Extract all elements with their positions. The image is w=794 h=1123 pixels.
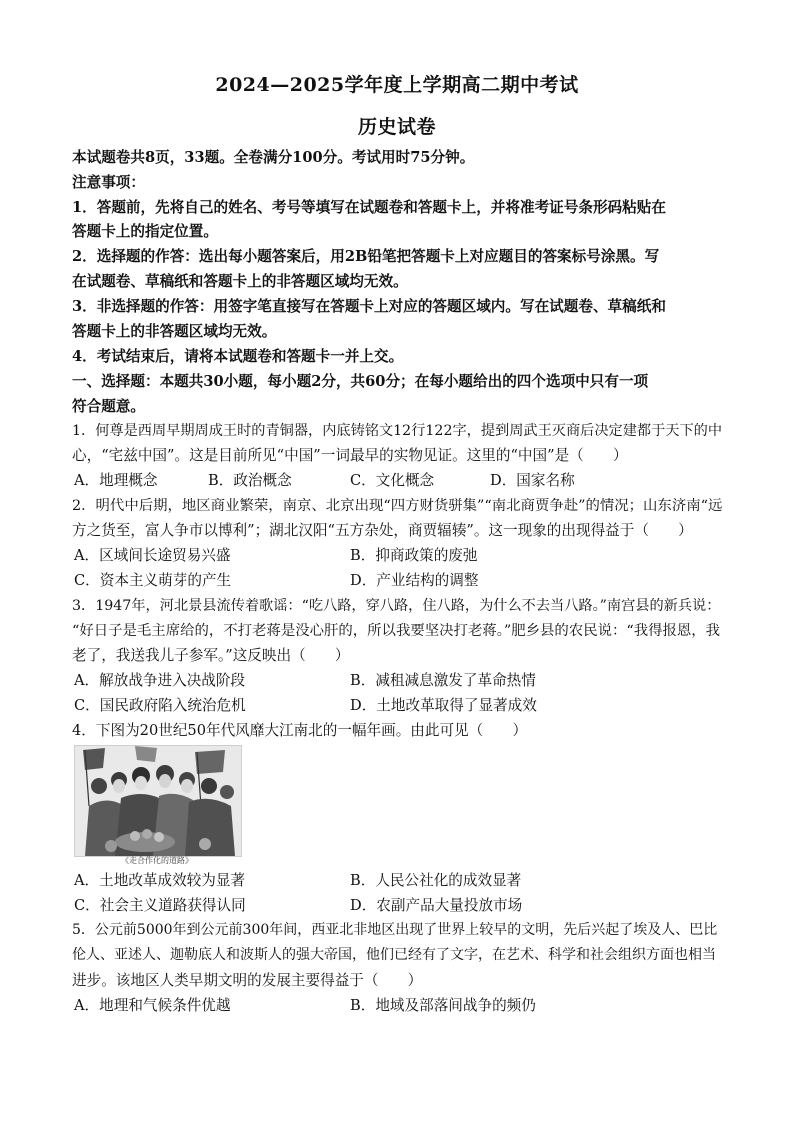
question-4-option-a: A．土地改革成效较为显著 [74, 872, 246, 889]
painting-illustration [75, 746, 241, 856]
question-4-option-c: C．社会主义道路获得认同 [74, 897, 246, 914]
question-5-stem: 伦人、亚述人、迦勒底人和波斯人的强大帝国，他们已经有了文字，在艺术、科学和社会组织方面也相当 [72, 947, 716, 963]
notice-line: 答题卡上的指定位置。 [72, 223, 218, 240]
question-3-option-b: B．减租减息激发了革命热情 [350, 672, 536, 689]
question-2-option-a: A．区域间长途贸易兴盛 [74, 547, 231, 564]
notice-line: 2．选择题的作答：选出每小题答案后，用2B铅笔把答题卡上对应题目的答案标号涂黑。写 [72, 248, 660, 265]
question-4-option-d: D．农副产品大量投放市场 [350, 897, 523, 914]
notice-line: 3．非选择题的作答：用签字笔直接写在答题卡上对应的答题区域内。写在试题卷、草稿纸和 [72, 298, 666, 315]
question-5-option-b: B．地域及部落间战争的频仍 [350, 997, 536, 1014]
question-1-option-a: A．地理概念 [74, 472, 158, 489]
question-2-option-b: B．抑商政策的废弛 [350, 547, 478, 564]
notice-line: 在试题卷、草稿纸和答题卡上的非答题区域均无效。 [72, 273, 408, 290]
exam-subtitle: 历史试卷 [357, 116, 436, 138]
question-2-stem: 2．明代中后期，地区商业繁荣，南京、北京出现“四方财货骈集”“南北商贾争赴”的情况；山东济南“远 [72, 498, 723, 514]
question-3-stem: “好日子是毛主席给的，不打老蒋是没心肝的，所以我要坚决打老蒋。”肥乡县的农民说：“我得报恩，我 [72, 623, 721, 639]
question-1-stem: 心，“宅兹中国”。这是目前所见“中国”一词最早的实物见证。这里的“中国”是（ ） [72, 447, 628, 464]
question-5-stem: 进步。该地区人类早期文明的发展主要得益于（ ） [72, 972, 423, 989]
question-5-option-a: A．地理和气候条件优越 [74, 997, 231, 1014]
notice-line: 4．考试结束后，请将本试题卷和答题卡一并上交。 [72, 348, 404, 365]
question-2-option-d: D．产业结构的调整 [350, 572, 479, 589]
notice-line: 答题卡上的非答题区域均无效。 [72, 323, 277, 340]
question-1-option-b: B．政治概念 [208, 472, 292, 489]
question-2-option-c: C．资本主义萌芽的产生 [74, 572, 232, 589]
question-2-stem: 方之货至，富人争市以博利”；湖北汉阳“五方杂处，商贾辐辏”。这一现象的出现得益于（ ） [72, 522, 693, 539]
section-heading: 符合题意。 [72, 398, 145, 415]
new-year-painting-image [74, 745, 242, 857]
exam-title: 2024—2025学年度上学期高二期中考试 [215, 74, 579, 96]
question-3-stem: 老了，我送我儿子参军。”这反映出（ ） [72, 647, 350, 664]
question-1-stem: 1．何尊是西周早期周成王时的青铜器，内底铸铭文12行122字，提到周武王灭商后决定建都于天下的中 [72, 423, 723, 439]
question-3-option-a: A．解放战争进入决战阶段 [74, 672, 246, 689]
question-3-option-c: C．国民政府陷入统治危机 [74, 697, 246, 714]
question-1-option-d: D．国家名称 [490, 472, 575, 489]
question-3-option-d: D．土地改革取得了显著成效 [350, 697, 537, 714]
notice-line: 1．答题前，先将自己的姓名、考号等填写在试题卷和答题卡上，并将准考证号条形码粘贴在 [72, 199, 666, 216]
question-4-stem: 4．下图为20世纪50年代风靡大江南北的一幅年画。由此可见（ ） [72, 722, 528, 739]
notice-heading: 注意事项： [72, 174, 145, 191]
question-5-stem: 5．公元前5000年到公元前300年间，西亚北非地区出现了世界上较早的文明，先后兴起了埃及人、巴比 [72, 922, 718, 938]
question-1-option-c: C．文化概念 [350, 472, 435, 489]
question-3-stem: 3．1947年，河北景县流传着歌谣：“吃八路，穿八路，住八路，为什么不去当八路。”南宫县的新兵说： [72, 598, 721, 614]
section-heading: 一、选择题：本题共30小题，每小题2分，共60分；在每小题给出的四个选项中只有一项 [72, 373, 649, 390]
question-4-option-b: B．人民公社化的成效显著 [350, 872, 522, 889]
exam-intro: 本试题卷共8页，33题。全卷满分100分。考试用时75分钟。 [72, 149, 475, 166]
painting-caption: 《走合作化的道路》 [121, 856, 193, 865]
